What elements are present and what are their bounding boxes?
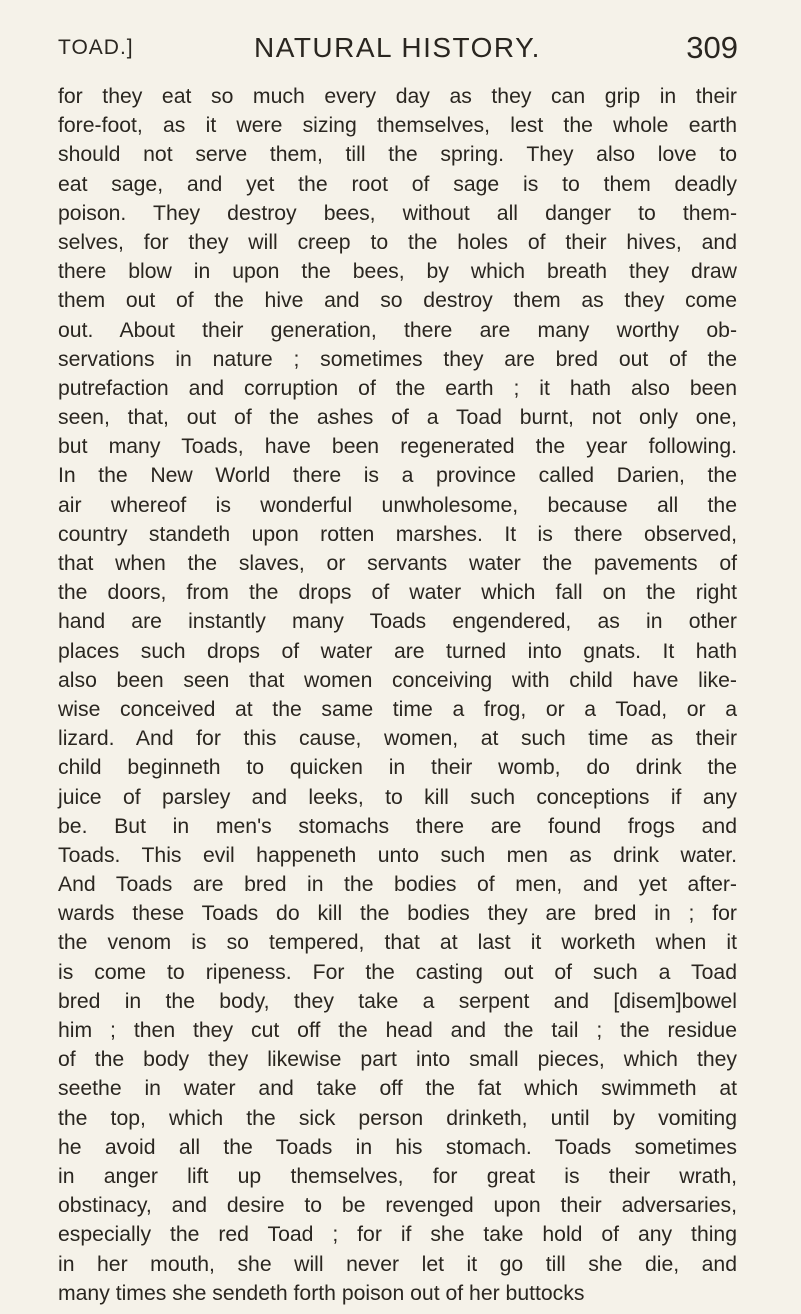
book-title: NATURAL HISTORY. bbox=[254, 32, 541, 63]
body-text bbox=[58, 82, 737, 1308]
text-line: is come to ripeness. For the casting out of such a Toad bbox=[58, 960, 737, 984]
text-line: putrefaction and corruption of the earth ; it hath also been bbox=[58, 376, 737, 400]
text-line: air whereof is wonderful unwholesome, because all the bbox=[58, 493, 737, 517]
text-line: places such drops of water are turned into gnats. It hath bbox=[58, 639, 737, 663]
text-line: them out of the hive and so destroy them as they come bbox=[58, 289, 737, 313]
running-head bbox=[58, 28, 738, 68]
text-line: In the New World there is a province called Darien, the bbox=[58, 464, 737, 488]
text-line: seethe in water and take off the fat which swimmeth at bbox=[58, 1077, 737, 1101]
text-line: lizard. And for this cause, women, at such time as their bbox=[58, 727, 737, 751]
text-line: eat sage, and yet the root of sage is to them deadly bbox=[58, 172, 737, 196]
text-line: juice of parsley and leeks, to kill such conceptions if any bbox=[58, 785, 737, 809]
text-line: in anger lift up themselves, for great is their wrath, bbox=[58, 1164, 737, 1188]
text-line: And Toads are bred in the bodies of men, and yet after- bbox=[58, 873, 737, 897]
text-line: of the body they likewise part into small pieces, which they bbox=[58, 1048, 737, 1072]
text-line: the doors, from the drops of water which fall on the right bbox=[58, 581, 737, 605]
text-line: poison. They destroy bees, without all danger to them- bbox=[58, 201, 737, 225]
section-title: TOAD.] bbox=[58, 36, 134, 59]
text-line: seen, that, out of the ashes of a Toad burnt, not only one, bbox=[58, 406, 737, 430]
text-line: many times she sendeth forth poison out of her buttocks bbox=[58, 1281, 585, 1305]
text-line: the venom is so tempered, that at last it worketh when it bbox=[58, 931, 737, 955]
text-line: servations in nature ; sometimes they are bred out of the bbox=[58, 347, 737, 371]
text-line: but many Toads, have been regenerated the year following. bbox=[58, 435, 737, 459]
text-line: should not serve them, till the spring. They also love to bbox=[58, 143, 737, 167]
text-line: also been seen that women conceiving with child have like- bbox=[58, 668, 737, 692]
text-line: the top, which the sick person drinketh, until by vomiting bbox=[58, 1106, 737, 1130]
text-line: in her mouth, she will never let it go till she die, and bbox=[58, 1252, 737, 1276]
text-line: hand are instantly many Toads engendered, as in other bbox=[58, 610, 737, 634]
text-line: fore-foot, as it were sizing themselves, lest the whole earth bbox=[58, 114, 737, 138]
page-number: 309 bbox=[686, 30, 738, 65]
text-line: wards these Toads do kill the bodies they are bred in ; for bbox=[58, 902, 737, 926]
text-line: out. About their generation, there are many worthy ob- bbox=[58, 318, 737, 342]
text-line: obstinacy, and desire to be revenged upon their adversaries, bbox=[58, 1194, 737, 1218]
text-line: for they eat so much every day as they can grip in their bbox=[58, 85, 737, 108]
text-line: bred in the body, they take a serpent and [disem]bowel bbox=[58, 989, 737, 1013]
text-line: there blow in upon the bees, by which breath they draw bbox=[58, 260, 737, 284]
text-line: selves, for they will creep to the holes of their hives, and bbox=[58, 230, 737, 254]
text-line: be. But in men's stomachs there are found frogs and bbox=[58, 814, 737, 838]
text-line: he avoid all the Toads in his stomach. Toads sometimes bbox=[58, 1135, 737, 1159]
text-line: country standeth upon rotten marshes. It is there observed, bbox=[58, 522, 737, 546]
text-line: child beginneth to quicken in their womb, do drink the bbox=[58, 756, 737, 780]
text-line: especially the red Toad ; for if she take hold of any thing bbox=[58, 1223, 737, 1247]
text-line: him ; then they cut off the head and the tail ; the residue bbox=[58, 1019, 737, 1042]
text-line: that when the slaves, or servants water the pavements of bbox=[58, 552, 737, 575]
text-line: wise conceived at the same time a frog, or a Toad, or a bbox=[58, 697, 737, 721]
text-line: Toads. This evil happeneth unto such men as drink water. bbox=[58, 843, 737, 867]
